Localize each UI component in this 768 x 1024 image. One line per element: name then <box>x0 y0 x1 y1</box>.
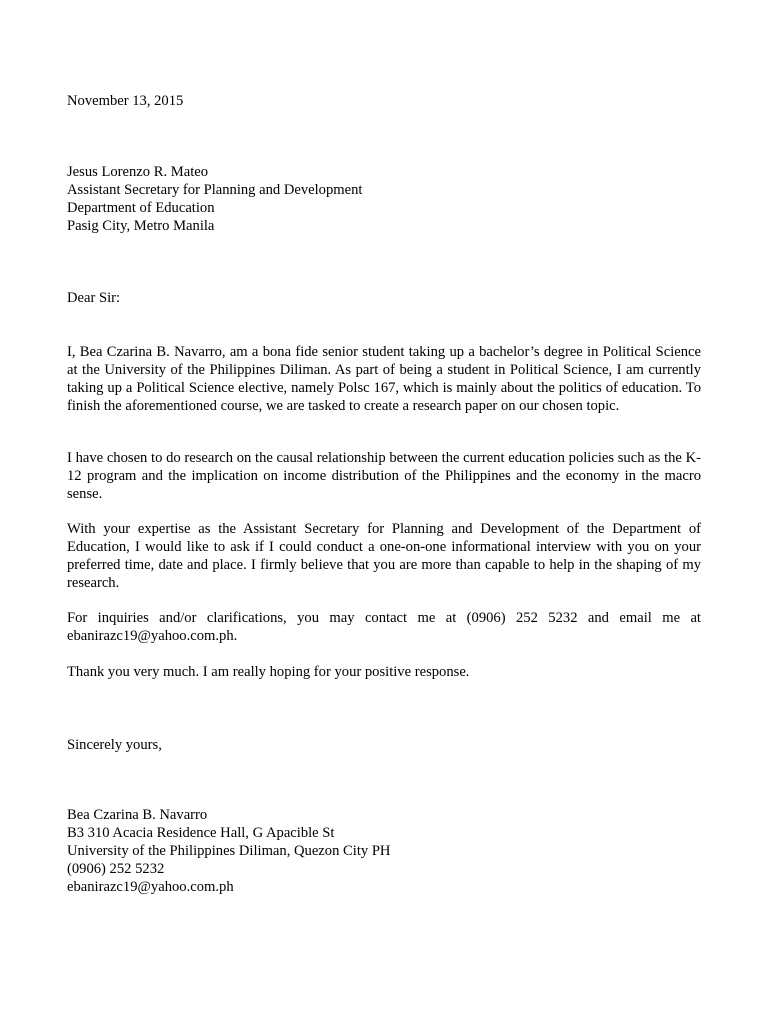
sender-phone: (0906) 252 5232 <box>67 861 165 877</box>
sender-address-line-1: B3 310 Acacia Residence Hall, G Apacible St <box>67 825 335 841</box>
sender-email: ebanirazc19@yahoo.com.ph <box>67 879 234 895</box>
closing: Sincerely yours, <box>67 737 162 753</box>
recipient-department: Department of Education <box>67 200 215 216</box>
body-paragraph-5: Thank you very much. I am really hoping for your positive response. <box>67 664 470 680</box>
recipient-title: Assistant Secretary for Planning and Development <box>67 182 363 198</box>
recipient-name: Jesus Lorenzo R. Mateo <box>67 164 209 180</box>
body-paragraph-3: With your expertise as the Assistant Secretary for Planning and Development of the Department of Education, I would like to ask if I could conduct a one-on-one informational interview with you on your preferred time, date and place. I firmly believe that you are more than capable to help in the shaping of my research. <box>67 521 701 591</box>
recipient-address: Pasig City, Metro Manila <box>67 218 215 234</box>
body-paragraph-1: I, Bea Czarina B. Navarro, am a bona fide senior student taking up a bachelor’s degree in Political Science at the University of the Philippines Diliman. As part of being a student in Political Science, I am currently taking up a Political Science elective, namely Polsc 167, which is mainly about the politics of education. To finish the aforementioned course, we are tasked to create a research paper on our chosen topic. <box>67 344 701 414</box>
sender-address-line-2: University of the Philippines Diliman, Quezon City PH <box>67 843 391 859</box>
sender-name: Bea Czarina B. Navarro <box>67 807 208 823</box>
body-paragraph-4: For inquiries and/or clarifications, you may contact me at (0906) 252 5232 and email me at ebanirazc19@yahoo.com.ph. <box>67 610 701 644</box>
body-paragraph-2: I have chosen to do research on the causal relationship between the current education policies such as the K-12 program and the implication on income distribution of the Philippines and the economy in the macro sense. <box>67 450 701 502</box>
letter-date: November 13, 2015 <box>67 93 184 109</box>
recipient-block <box>67 163 362 235</box>
salutation: Dear Sir: <box>67 290 121 306</box>
signature-block <box>67 806 390 896</box>
